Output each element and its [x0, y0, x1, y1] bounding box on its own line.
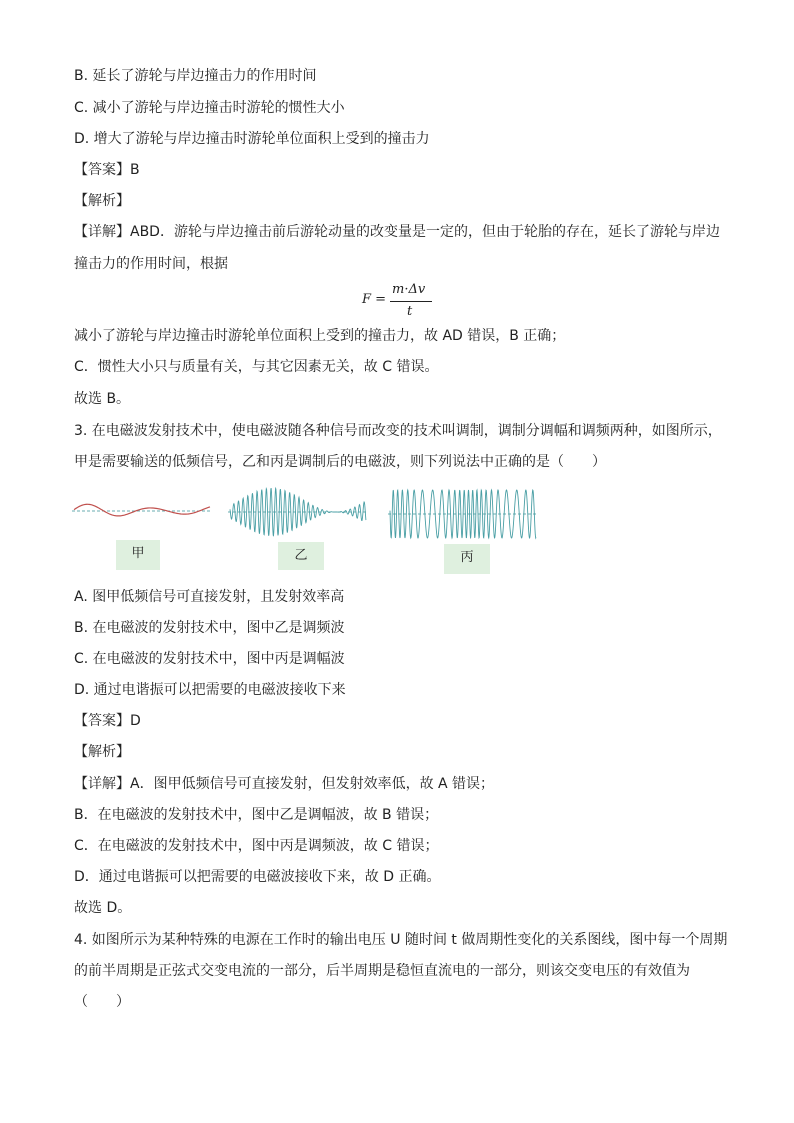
analysis-heading: 【解析】: [74, 744, 130, 760]
question-stem: 3. 在电磁波发射技术中，使电磁波随各种信号而改变的技术叫调制，调制分调幅和调频两种，如图所示，: [74, 423, 722, 439]
formula-lhs: F =: [362, 292, 387, 307]
question-stem: 的前半周期是正弦式交变电流的一部分，后半周期是稳恒直流电的一部分，则该交变电压的有效值为: [74, 963, 690, 979]
detail-line: B．在电磁波的发射技术中，图中乙是调幅波，故 B 错误；: [74, 807, 439, 823]
option-c-line: C. 在电磁波的发射技术中，图中丙是调幅波: [74, 651, 345, 667]
option-a-line: A. 图甲低频信号可直接发射，且发射效率高: [74, 589, 345, 605]
figure-label-yi: 乙: [278, 542, 324, 570]
question-options-placeholder: （ ）: [74, 994, 130, 1010]
signal-figure-jia: [72, 488, 212, 534]
detail-line: 减小了游轮与岸边撞击时游轮单位面积上受到的撞击力，故 AD 错误，B 正确；: [74, 328, 566, 344]
formula: [362, 282, 452, 322]
detail-line: D．通过电谐振可以把需要的电磁波接收下来，故 D 正确。: [74, 869, 441, 885]
option-b-line: B. 在电磁波的发射技术中，图中乙是调频波: [74, 620, 345, 636]
figure-label-jia: 甲: [116, 540, 160, 570]
am-wave-figure-yi: [228, 484, 368, 540]
fraction-bar: [390, 301, 432, 302]
answer-line: 【答案】B: [74, 162, 140, 178]
detail-line: C．在电磁波的发射技术中，图中丙是调频波，故 C 错误；: [74, 838, 439, 854]
formula-denominator: t: [407, 304, 413, 319]
detail-line: 【详解】A．图甲低频信号可直接发射，但发射效率低，故 A 错误；: [74, 776, 495, 792]
fm-wave-figure-bing: [388, 486, 538, 542]
option-b-line: B. 延长了游轮与岸边撞击力的作用时间: [74, 68, 317, 84]
frequency-modulated-wave: [390, 490, 536, 538]
detail-line: 【详解】ABD．游轮与岸边撞击前后游轮动量的改变量是一定的，但由于轮胎的存在，延长了游轮与岸边: [74, 224, 720, 240]
question-stem: 4. 如图所示为某种特殊的电源在工作时的输出电压 U 随时间 t 做周期性变化的关系图线，图中每一个周期: [74, 932, 728, 948]
conclusion-line: 故选 D。: [74, 900, 132, 916]
analysis-heading: 【解析】: [74, 193, 130, 209]
figure-label-bing: 丙: [444, 544, 490, 574]
formula-numerator: m·Δv: [392, 282, 426, 297]
low-frequency-wave: [74, 504, 210, 516]
option-d-line: D. 通过电谐振可以把需要的电磁波接收下来: [74, 682, 346, 698]
option-d-line: D. 增大了游轮与岸边撞击时游轮单位面积上受到的撞击力: [74, 131, 430, 147]
conclusion-line: 故选 B。: [74, 391, 131, 407]
answer-line: 【答案】D: [74, 713, 141, 729]
detail-line: C．惯性大小只与质量有关，与其它因素无关，故 C 错误。: [74, 359, 439, 375]
question-stem: 甲是需要输送的低频信号，乙和丙是调制后的电磁波，则下列说法中正确的是（ ）: [74, 454, 606, 470]
option-c-line: C. 减小了游轮与岸边撞击时游轮的惯性大小: [74, 100, 345, 116]
detail-line: 撞击力的作用时间，根据: [74, 256, 228, 272]
